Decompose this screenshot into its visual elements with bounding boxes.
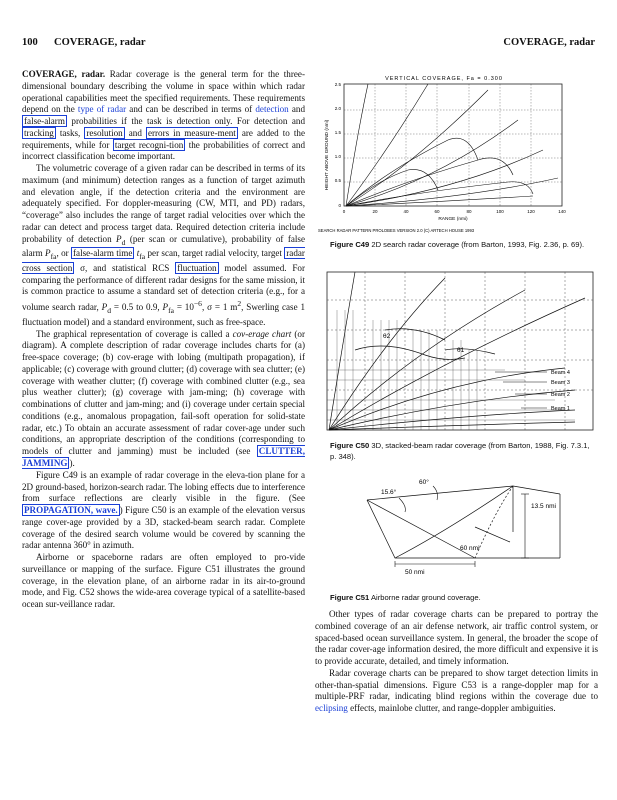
page-number: 100	[22, 37, 38, 48]
fig51-range-near: 50 nmi	[405, 569, 425, 576]
fig51-angle-width: 60°	[419, 479, 429, 486]
paragraph-volumetric: The volumetric coverage of a given radar can be described in terms of its maximum (and minimum) detection ranges as a function of target azimuth and elevation angle, if the detection criteria and the environment are adequately specified. For doppler-measuring (CW, MTI, and PD) radars, “coverage” also includes the range of target radial velocities over which the radar can detect and process target data. Required detection criteria include probability of detection $P_d$ (per scan or cumulative), probability of false alarm $P_{fa}$, or false-alarm time $t_{fa}$ per scan, target radial velocity, target radar cross section σ, and statistical RCS fluctuation model assumed. For comparing the performance of different radar designs for the same mission, it is common practice to assume a standard set of detection criteria (e.g., for a volume search radar, $P_d = 0.5$ to 0.9, $P_{fa} = 10^{-6}$, σ = 1 $m^2$, Swerling case 1 fluctuation model) and a standard environment, such as free-space.	[22, 163, 306, 327]
link-false-alarm[interactable]: false-alarm	[24, 116, 65, 127]
link-false-alarm-time[interactable]: false-alarm time	[73, 248, 133, 259]
paragraph-coverage-chart: The graphical representation of coverage is called a cov-erage chart (or diagram). A complete description of radar coverage includes charts for (a) free-space coverage; (b) cov-erage with lobing (multipath propagation), if applicable; (c) coverage with ground clutter; (d) coverage with sea clutter; (e) coverage with weather clutter; (f) coverage with combined clutter (e.g., sea plus weather clutter); (g) coverage with jam-ming; (h) coverage with combinations of clutter and jam-ming; and (i) coverage under certain special conditions (e.g., anomalous propagation, fail-soft operation for solid-state radar, etc.) To obtain an accurate assessment of radar cover-age under such conditions, an appropriate description of the conditions (corresponding to models of clutter and jamming) must be included (see CLUTTER, JAMMING ).	[22, 328, 305, 468]
svg-text:Beam 2: Beam 2	[551, 392, 570, 398]
fig50-theta2: θ2	[383, 333, 391, 340]
svg-text:40: 40	[403, 209, 409, 214]
paragraph-airborne: Airborne or spaceborne radars are often employed to pro-vide surveillance or mapping of the surface. Figure C51 illustrates the ground coverage, in the elevation plane, of an airborne radar in its air-to-ground mode, and Fig. C52 shows the wide-area coverage typical of a satellite-based ocean sur-veillance radar.	[22, 552, 305, 610]
fig51-angle-depression: 15.6°	[381, 489, 397, 496]
figure-c49-caption: Figure C49 2D search radar coverage (from Barton, 1993, Fig. 2.36, p. 69).	[330, 240, 585, 249]
svg-text:2.0: 2.0	[334, 106, 341, 111]
svg-text:1.0: 1.0	[334, 154, 341, 159]
svg-text:Beam 3: Beam 3	[551, 380, 570, 386]
fig51-range-far: 60 nmi	[460, 545, 480, 552]
figure-c50-caption: Figure C50 3D, stacked-beam radar coverage (from Barton, 1988, Fig. 7.3.1, p. 348).	[330, 441, 590, 461]
svg-text:2.5: 2.5	[334, 82, 341, 87]
figure-c50	[325, 270, 597, 435]
svg-text:0: 0	[338, 203, 341, 208]
svg-text:1.5: 1.5	[334, 130, 341, 135]
svg-text:0: 0	[342, 209, 346, 214]
left-column	[22, 69, 305, 611]
link-tracking[interactable]: tracking	[24, 127, 54, 138]
fig49-y-label: HEIGHT ABOVE GROUND (nmi)	[325, 119, 330, 191]
svg-text:140: 140	[558, 209, 566, 214]
link-detection[interactable]: detection	[255, 104, 289, 115]
figure-c50-label: Figure C50	[330, 441, 370, 450]
fig50-theta1: θ1	[457, 347, 465, 354]
link-target-recognition[interactable]: target recogni-tion	[114, 139, 184, 150]
link-errors-in-measurement[interactable]: errors in measure-ment	[147, 127, 236, 138]
svg-text:20: 20	[372, 209, 378, 214]
link-clutter-jamming[interactable]: CLUTTER, JAMMING	[22, 446, 305, 468]
svg-text:60: 60	[434, 209, 440, 214]
svg-text:0.5: 0.5	[334, 178, 341, 183]
fig51-dimension-marks	[395, 486, 529, 567]
fig49-footer: SEARCH RADAR PATTERN PROLOBES VERSION 2.0 (C) ARTECH HOUSE 1993	[318, 228, 475, 233]
figure-c49-label: Figure C49	[330, 240, 370, 249]
figure-c51-caption: Figure C51 Airborne radar ground coverage.	[330, 593, 481, 602]
fig49-x-label: RANGE (nmi)	[438, 217, 468, 222]
svg-text:100: 100	[496, 209, 504, 214]
link-fluctuation[interactable]: fluctuation	[177, 262, 217, 273]
fig49-lobes	[346, 84, 558, 206]
paragraph-range-doppler: Radar coverage charts can be prepared to show target detection limits in other-than-spatial dimensions. Figure C53 is a range-doppler map for a multiple-PRF radar, indicating blind regions within the coverage due to eclipsing effects, mainlobe clutter, and range-doppler ambiguities.	[315, 667, 598, 714]
figure-c51	[355, 472, 585, 580]
link-resolution[interactable]: resolution	[86, 127, 123, 138]
fig49-title: VERTICAL COVERAGE, Fa = 0.300	[385, 76, 503, 82]
svg-text:Beam 4: Beam 4	[551, 370, 570, 376]
fig49-y-ticks	[335, 82, 342, 208]
figure-c49	[318, 70, 602, 236]
paragraph-intro: COVERAGE, radar. Radar coverage is the general term for the three-dimensional boundary describing the volume in space within which radar operational capabilities meet the specified requirements. These requirements depend on the type of radar and can be described in terms of detection and false-alarm probabilities if the task is detection only. For detection and tracking tasks, resolution and errors in measure-ment are added to the requirements, while for target recogni-tion the probabilities of correct and incorrect classification become important.	[22, 69, 305, 162]
fig49-x-ticks	[343, 209, 567, 214]
svg-text:80: 80	[466, 209, 472, 214]
link-radar-cross-section[interactable]: radar cross section	[22, 248, 305, 273]
svg-text:120: 120	[527, 209, 535, 214]
running-title-left: COVERAGE, radar	[54, 37, 146, 48]
svg-text:Beam 1: Beam 1	[551, 406, 570, 412]
link-eclipsing[interactable]: eclipsing	[315, 703, 348, 714]
running-title-right: COVERAGE, radar	[503, 37, 595, 48]
fig51-height: 13.5 nmi	[531, 503, 556, 510]
entry-term: COVERAGE, radar.	[22, 69, 106, 79]
figure-c51-label: Figure C51	[330, 593, 370, 602]
link-type-of-radar[interactable]: type of radar	[77, 104, 127, 115]
paragraph-other-types: Other types of radar coverage charts can be prepared to portray the combined coverage of an air defense network, air traffic control system, or spaced-based ocean surveillance system. In general, the broader the scope of the radar cover-age information desired, the more difficult and expensive it is to provide accurate, detailed, and timely information.	[315, 609, 598, 667]
right-column-text	[315, 609, 598, 715]
paragraph-figure-examples: Figure C49 is an example of radar coverage in the eleva-tion plane for a 2D ground-based, horizon-search radar. The lobing effects due to interference from surface reflections are clearly visible in the figure. (See PROPAGATION, wave. ) Figure C50 is an example of the elevation versus range cover-age provided by a 3D, stacked-beam search radar. Complete coverage of the desired search volume would be covered by scanning the radar antenna 360° in azimuth.	[22, 469, 305, 551]
link-propagation-wave[interactable]: PROPAGATION, wave.	[24, 505, 118, 516]
